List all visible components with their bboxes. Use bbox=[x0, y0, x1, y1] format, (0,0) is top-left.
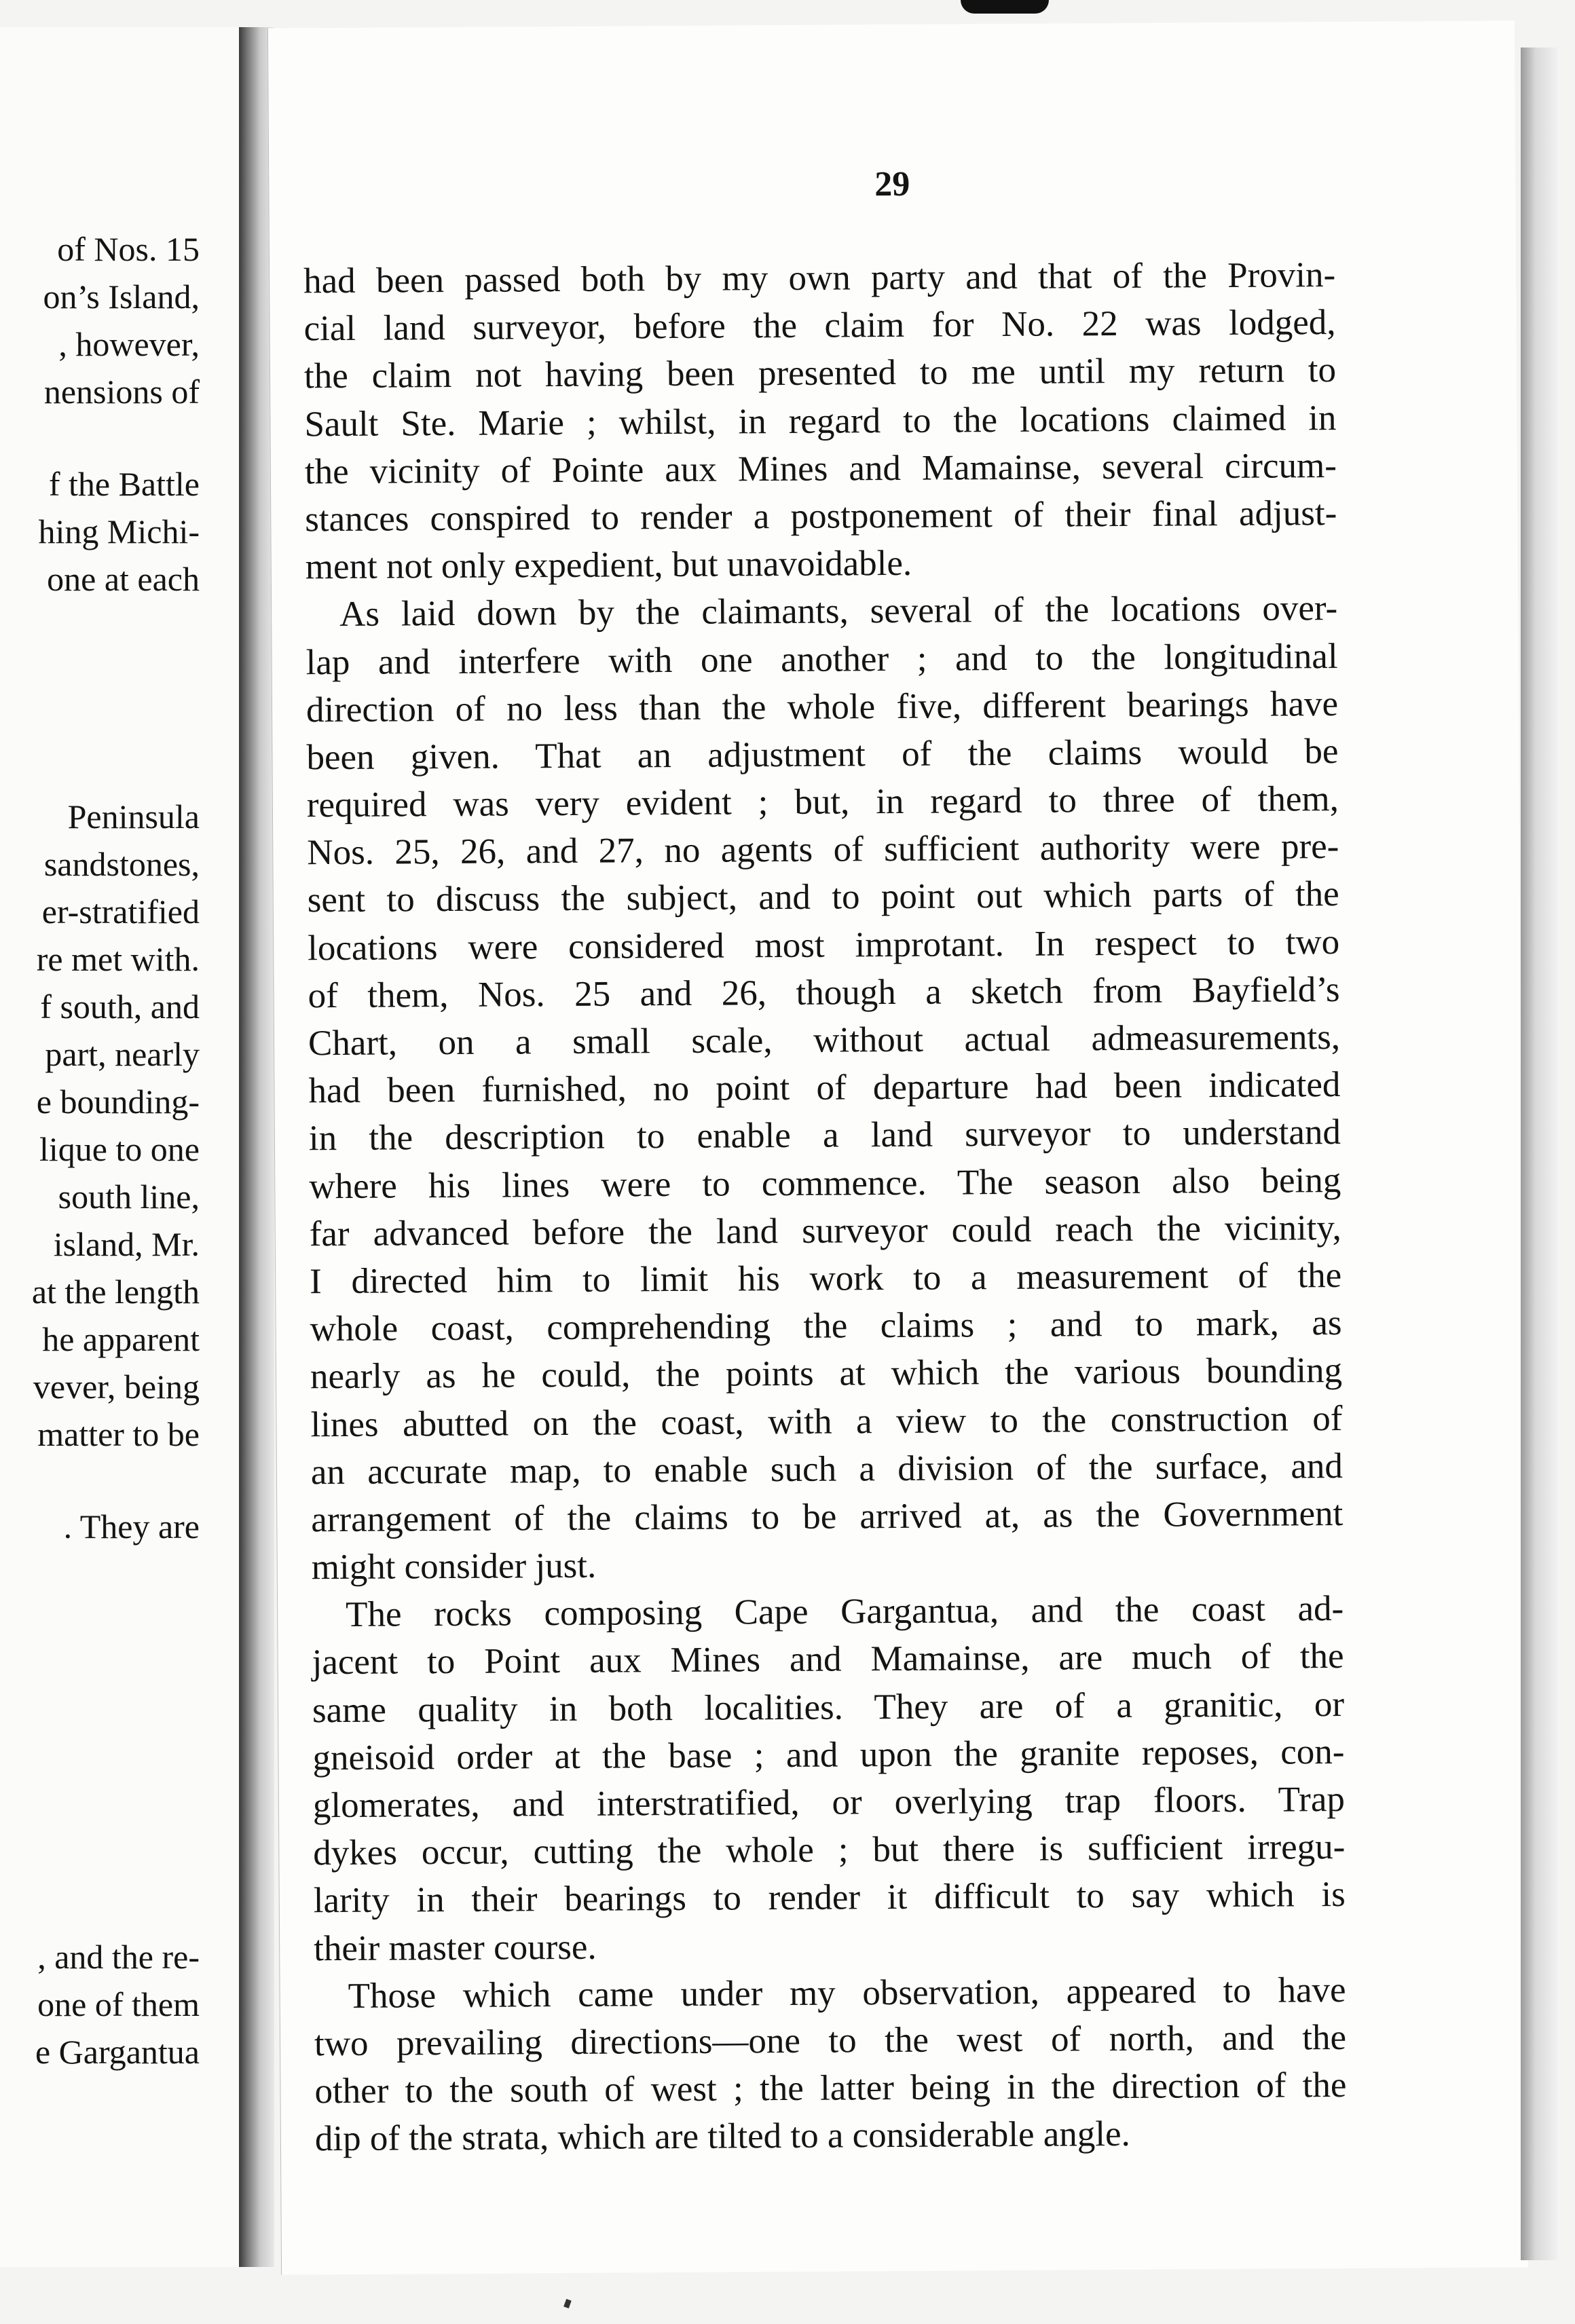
text-line: Nos. 25, 26, and 27, no agents of sufficient authority were pre- bbox=[307, 827, 1339, 873]
text-line: I directed him to limit his work to a measurement of the bbox=[310, 1255, 1342, 1302]
text-line: sent to discuss the subject, and to point out which parts of the bbox=[307, 874, 1339, 920]
text-line: other to the south of west ; the latter being in the direction of the bbox=[314, 2065, 1347, 2112]
text-line: two prevailing directions—one to the west of north, and the bbox=[314, 2017, 1347, 2064]
text-line: whole coast, comprehending the claims ; and to mark, as bbox=[310, 1303, 1342, 1349]
text-line: been given. That an adjustment of the claims would be bbox=[306, 731, 1339, 778]
left-page-line: e bounding- bbox=[36, 1083, 200, 1121]
left-page-line: on’s Island, bbox=[43, 278, 200, 316]
left-page-line: vever, being bbox=[33, 1368, 200, 1406]
text-line: The rocks composing Cape Gargantua, and the coast ad- bbox=[346, 1589, 1344, 1635]
paragraph bbox=[303, 251, 1337, 591]
text-line: direction of no less than the whole five, different bearings have bbox=[305, 683, 1339, 730]
text-line: Chart, on a small scale, without actual admeasurements, bbox=[308, 1017, 1341, 1064]
text-line: had been passed both by my own party and that of the Provin- bbox=[303, 255, 1336, 301]
left-page-line: sandstones, bbox=[43, 845, 200, 883]
left-page-line: f south, and bbox=[40, 988, 200, 1026]
text-line: dip of the strata, which are tilted to a considerable angle. bbox=[314, 2114, 1130, 2159]
left-page bbox=[0, 27, 240, 2267]
text-line: As laid down by the claimants, several of the locations over- bbox=[339, 588, 1338, 635]
left-page-line: one of them bbox=[37, 1985, 200, 2023]
text-line: far advanced before the land surveyor could reach the vicinity, bbox=[309, 1207, 1341, 1254]
text-line: had been furnished, no point of departure had been indicated bbox=[308, 1065, 1341, 1111]
text-line: of them, Nos. 25 and 26, though a sketch from Bayfield’s bbox=[308, 969, 1340, 1016]
left-page-line: hing Michi- bbox=[38, 512, 200, 550]
left-page-line: of Nos. 15 bbox=[57, 230, 200, 268]
paragraph bbox=[305, 584, 1344, 1591]
text-line: same quality in both localities. They are of a granitic, or bbox=[312, 1684, 1345, 1730]
left-page-line: matter to be bbox=[37, 1415, 200, 1453]
text-line: lines abutted on the coast, with a view to the construction of bbox=[310, 1398, 1343, 1444]
page-edge bbox=[1521, 48, 1558, 2260]
left-page-line: at the length bbox=[31, 1273, 200, 1311]
text-line: gneisoid order at the base ; and upon the granite reposes, con- bbox=[312, 1731, 1345, 1778]
page-body-text bbox=[303, 251, 1347, 2163]
right-page bbox=[267, 20, 1528, 2274]
text-line: locations were considered most improtant. In respect to two bbox=[308, 922, 1340, 968]
left-page-line: . They are bbox=[63, 1507, 200, 1545]
left-page-line: , however, bbox=[58, 325, 200, 363]
text-line: an accurate map, to enable such a division of the surface, and bbox=[310, 1446, 1344, 1492]
left-page-line: Peninsula bbox=[67, 798, 200, 836]
text-line: might consider just. bbox=[311, 1545, 597, 1588]
left-page-line: part, nearly bbox=[45, 1035, 200, 1073]
left-page-line: he apparent bbox=[42, 1320, 200, 1358]
text-line: nearly as he could, the points at which the various bounding bbox=[310, 1351, 1343, 1397]
left-page-line: er-stratified bbox=[41, 893, 200, 931]
left-page-line: nensions of bbox=[43, 373, 200, 411]
paragraph bbox=[312, 1585, 1346, 1972]
paragraph bbox=[314, 1966, 1347, 2163]
text-line: Sault Ste. Marie ; whilst, in regard to the locations claimed in bbox=[304, 398, 1337, 444]
left-page-line: south line, bbox=[58, 1178, 200, 1216]
text-line: dykes occur, cutting the whole ; but there is sufficient irregu- bbox=[313, 1827, 1346, 1873]
text-line: ment not only expedient, but unavoidable. bbox=[305, 543, 912, 587]
left-page-line: lique to one bbox=[39, 1130, 200, 1168]
page-number: 29 bbox=[874, 164, 910, 204]
text-line: where his lines were to commence. The season also being bbox=[309, 1160, 1341, 1206]
binding-mark bbox=[961, 0, 1049, 14]
text-line: in the description to enable a land surveyor to understand bbox=[308, 1112, 1341, 1159]
left-page-line: f the Battle bbox=[48, 465, 200, 503]
text-line: stances conspired to render a postponement of their final adjust- bbox=[305, 493, 1337, 540]
text-line: jacent to Point aux Mines and Mamainse, are much of the bbox=[312, 1636, 1344, 1683]
text-line: cial land surveyor, before the claim for No. 22 was lodged, bbox=[303, 303, 1336, 349]
text-line: the claim not having been presented to me until my return to bbox=[303, 350, 1337, 396]
text-line: required was very evident ; but, in regard to three of them, bbox=[306, 779, 1339, 825]
text-line: glomerates, and interstratified, or overlying trap floors. Trap bbox=[312, 1779, 1346, 1826]
text-line: lap and interfere with one another ; and to the longitudinal bbox=[305, 636, 1338, 682]
text-line: their master course. bbox=[314, 1927, 597, 1968]
text-line: the vicinity of Pointe aux Mines and Mamainse, several circum- bbox=[304, 445, 1337, 492]
left-page-line: island, Mr. bbox=[53, 1225, 200, 1263]
left-page-line: one at each bbox=[47, 560, 200, 598]
text-line: larity in their bearings to render it difficult to say which is bbox=[313, 1875, 1346, 1921]
ink-speck bbox=[563, 2299, 572, 2308]
text-line: arrangement of the claims to be arrived at, as the Government bbox=[311, 1493, 1344, 1540]
left-page-line: e Gargantua bbox=[35, 2033, 200, 2071]
text-line: Those which came under my observation, appeared to have bbox=[348, 1970, 1346, 2016]
left-page-line: re met with. bbox=[36, 940, 200, 978]
left-page-line: , and the re- bbox=[37, 1938, 200, 1976]
